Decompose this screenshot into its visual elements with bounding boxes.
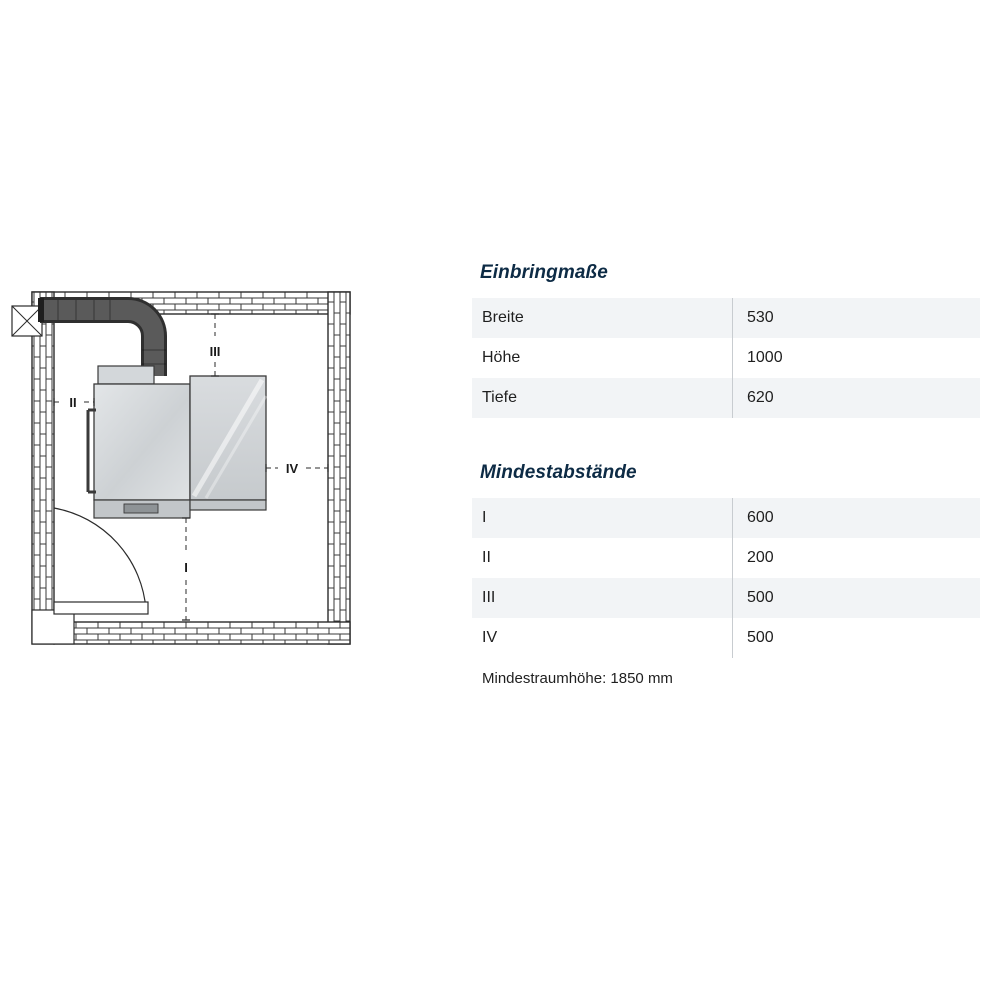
svg-text:III: III (209, 344, 221, 359)
row-value: 500 (733, 618, 981, 658)
flue-pipe (38, 298, 166, 376)
row-label: Höhe (472, 338, 733, 378)
table-row (472, 498, 980, 538)
table-row (472, 378, 980, 418)
row-value: 200 (733, 538, 981, 578)
einbringmasse-table (472, 298, 980, 418)
specification-tables (472, 262, 980, 687)
mindestraumhoehe-note: Mindestraumhöhe: 1850 mm (482, 670, 673, 687)
svg-text:I: I (184, 560, 188, 575)
callout-IV (266, 461, 328, 476)
boiler-unit (88, 366, 266, 518)
row-value: 500 (733, 578, 981, 618)
row-label: III (472, 578, 733, 618)
table-row (472, 578, 980, 618)
table-row (472, 618, 980, 658)
row-value: 600 (733, 498, 981, 538)
callout-I (182, 518, 190, 620)
door-swing (54, 508, 148, 614)
row-value: 1000 (733, 338, 981, 378)
svg-text:II: II (69, 395, 77, 410)
flue-wall-penetration (12, 306, 42, 336)
row-label: Tiefe (472, 378, 733, 418)
mindestabstaende-table (472, 498, 980, 658)
table-row (472, 338, 980, 378)
table-spacer (472, 418, 980, 462)
table-row (472, 538, 980, 578)
table-row (472, 298, 980, 338)
row-value: 530 (733, 298, 981, 338)
row-label: I (472, 498, 733, 538)
callout-II (54, 395, 94, 410)
row-value: 620 (733, 378, 981, 418)
svg-text:IV: IV (285, 461, 299, 476)
row-label: II (472, 538, 733, 578)
boiler-room-drawing (10, 280, 380, 680)
row-label: IV (472, 618, 733, 658)
installation-diagram (10, 280, 380, 680)
callout-III (210, 314, 221, 376)
einbringmasse-title: Einbringmaße (480, 262, 608, 283)
row-label: Breite (472, 298, 733, 338)
mindestabstaende-title: Mindestabstände (480, 462, 637, 483)
